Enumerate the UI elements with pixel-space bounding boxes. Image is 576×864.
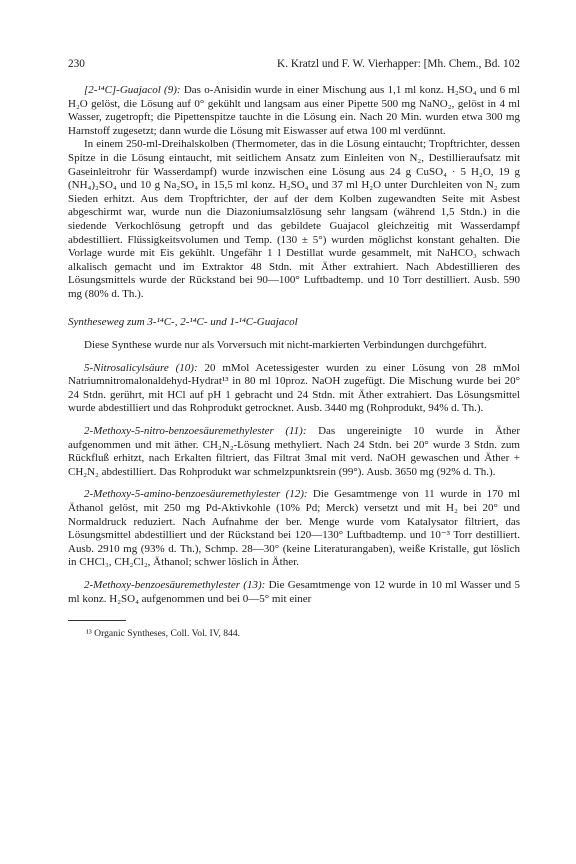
paragraph-text: Die Gesamtmenge von 11 wurde in 170 ml Äthanol gelöst, mit 250 mg Pd-Aktivkohle (10% Pd; Merck) versetzt und mit H₂ bei 20° und Normaldruck reduziert. Nach Aufnahme der ber. Menge wurde vom Katalysator filtriert, das Lösungsmittel abdestilliert und der Rückstand bei 120—130° Luftbadtemp. und 10⁻³ Torr destilliert. Ausb. 2910 mg (93% d. Th.), Schmp. 28—30° (keine Literaturangaben), weiße Kristalle, gut löslich in CHCl₃, CH₂Cl₂, Äthanol; schwer löslich in Äther. (68, 488, 520, 569)
footnote: ¹³ Organic Syntheses, Coll. Vol. IV, 844. (86, 628, 241, 640)
paragraph-guajacol-synthesis (68, 84, 520, 138)
page-header (68, 58, 520, 74)
footnote-rule (68, 620, 126, 621)
paragraph-title: 5-Nitrosalicylsäure (10): (84, 361, 198, 374)
paragraph-text: Das ungereinigte 10 wurde in Äther aufgenommen und mit äther. CH₂N₂-Lösung methyliert. Nach 24 Stdn. bei 20° wurde 3 Stdn. zum Rückfluß erhitzt, nach Erkalten filtriert, das Filtrat 3mal mit verd. NaOH gewaschen und Äther + CH₂N₂ abdestilliert. Das Rohprodukt war schmelzpunktsrein (99°). Ausb. 3650 mg (92% d. Th.). (68, 425, 520, 478)
paragraph-text: 20 mMol Acetessigester wurden zu einer Lösung von 28 mMol Natriumnitromalonaldehyd-Hydrat¹³ in 80 ml 10proz. NaOH zugefügt. Die Mischung wurde bei 20° 24 Stdn. gerührt, mit HCl auf pH 1 gebracht und 24 Stdn. mit Äther extrahiert. Das Lösungsmittel wurde abdestilliert und das Rohprodukt getrocknet. Ausb. 3440 mg (Rohprodukt, 94% d. Th.). (68, 361, 520, 415)
paragraph-title: [2-¹⁴C]-Guajacol (9): (84, 84, 181, 96)
paragraph-text: Das o-Anisidin wurde in einer Mischung aus 1,1 ml konz. H₂SO₄ und 6 ml H₂O gelöst, die Lösung auf 0° gekühlt und langsam aus einer Pipette 500 mg NaNO₂, gelöst in 4 ml Wasser, zugetropft; die Pipettenspitze tauchte in die Lösung ein. Nach 20 Min. wurden etwa 300 mg Harnstoff zugesetzt; dann wurde die Lösung mit Eiswasser auf etwa 100 ml verdünnt. (68, 84, 520, 137)
paragraph-amino-ester (68, 488, 520, 570)
paragraph-text: Die Gesamtmenge von 12 wurde in 10 ml Wasser und 5 ml konz. H₂SO₄ aufgenommen und bei 0—5° mit einer (68, 579, 520, 605)
paragraph-methoxy-ester (68, 579, 520, 606)
paragraph-text: Diese Synthese wurde nur als Vorversuch mit nicht-markierten Verbindungen durchgeführt. (84, 339, 487, 352)
paragraph-nitro-ester (68, 425, 520, 479)
section-title: Syntheseweg zum 3-¹⁴C-, 2-¹⁴C- und 1-¹⁴C-Guajacol (68, 315, 298, 328)
page-number: 230 (68, 58, 85, 70)
running-head: K. Kratzl und F. W. Vierhapper: [Mh. Chem., Bd. 102 (277, 58, 520, 70)
paragraph-title: 2-Methoxy-benzoesäuremethylester (13): (84, 579, 266, 591)
page (68, 58, 520, 641)
paragraph-nitrosalicylic-acid (68, 362, 520, 416)
paragraph-title: 2-Methoxy-5-nitro-benzoesäuremethylester (11): (84, 425, 307, 438)
paragraph-title: 2-Methoxy-5-amino-benzoesäuremethylester (12): (84, 488, 308, 501)
paragraph-apparatus (68, 138, 520, 301)
paragraph-text: In einem 250-ml-Dreihalskolben (Thermometer, das in die Lösung eintaucht; Tropftrichter, dessen Spitze in die Lösung eintaucht, mit seitlichem Ansatz zum Einleiten von N₂, Destillieraufsatz mit Gaseinleitrohr für Wasserdampf) wurde inzwischen eine Lösung aus 24 g CuSO₄ · 5 H₂O, 19 g (NH₄)₂SO₄ und 10 g Na₂SO₄ in 15,5 ml konz. H₂SO₄ und 37 ml H₂O unter Durchleiten von N₂ zum Sieden erhitzt. Aus dem Tropftrichter, der auf der dem Kolben zugewandten Seite mit Asbest abgeschirmt war, wurde nun die Diazoniumsalzlösung sehr langsam (während 1,5 Stdn.) in die siedende Verkochlösung getropft und das gebildete Guajacol gleichzeitig mit Wasserdampf abdestilliert. Flüssigkeitsvolumen und Temp. (130 ± 5°) wurden möglichst konstant gehalten. Die Vorlage wurde mit Eis gekühlt. Ungefähr 1 l Destillat wurde gesammelt, mit NaHCO₃ schwach alkalisch gemacht und im Extraktor 48 Stdn. mit Äther extrahiert. Nach Abdestillieren des Lösungsmittels wurde der Rückstand bei 90—100° Luftbadtemp. und 10 Torr destilliert. Ausb. 590 mg (80% d. Th.). (68, 138, 520, 300)
paragraph-preliminary (68, 339, 520, 353)
